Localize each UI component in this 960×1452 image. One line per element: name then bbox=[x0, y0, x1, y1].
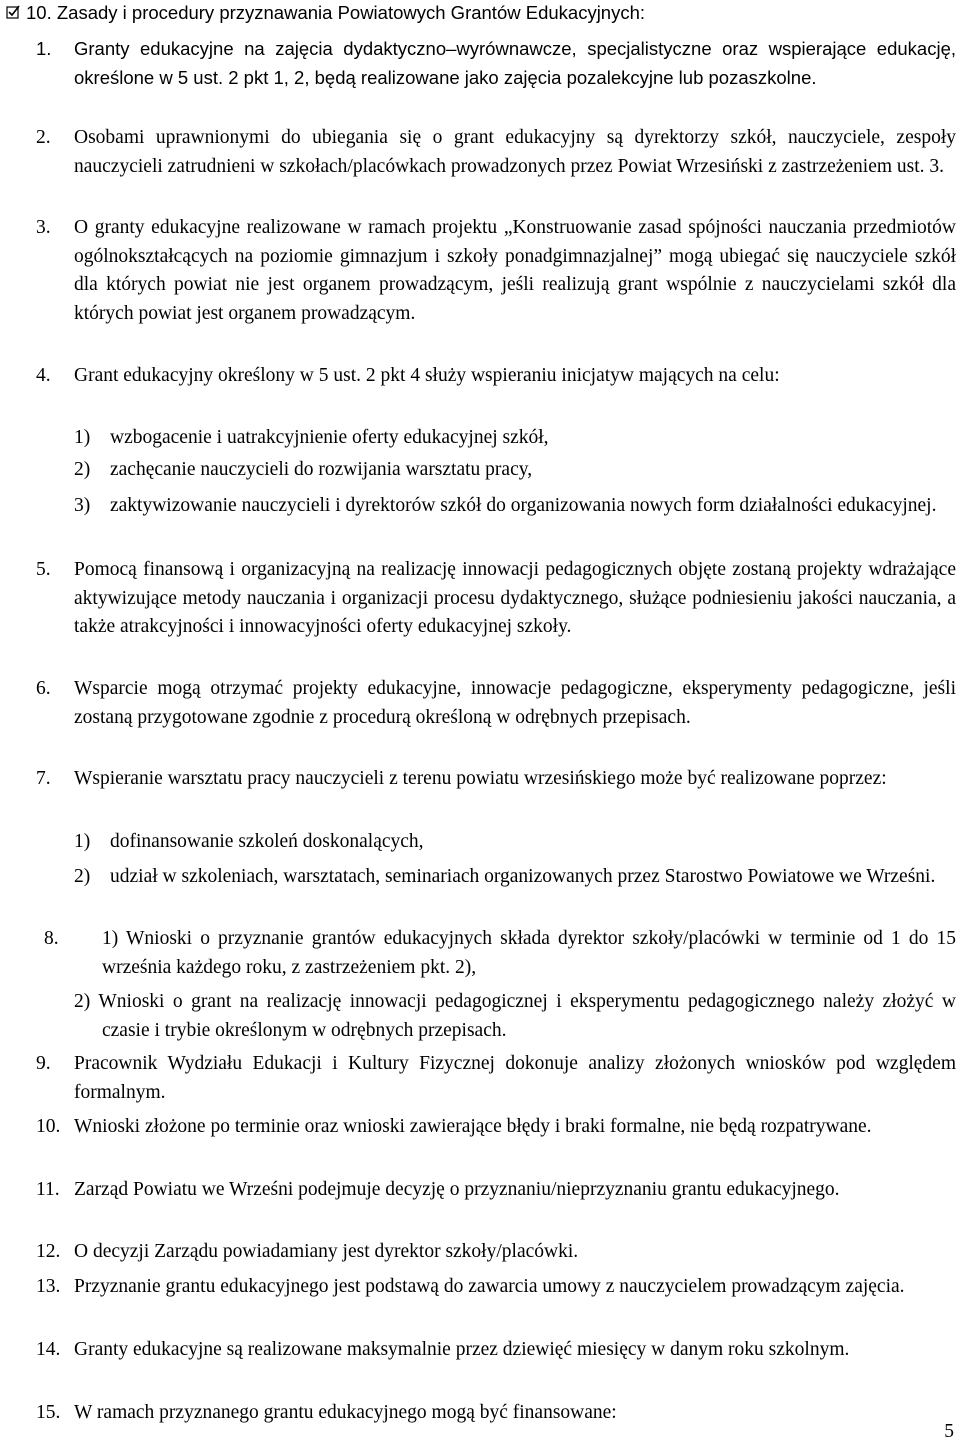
item-number: 7. bbox=[36, 768, 51, 789]
item-number: 13. bbox=[36, 1276, 61, 1297]
item-number: 2. bbox=[36, 127, 51, 148]
sub-item-number: 1) bbox=[74, 427, 91, 448]
item-text: Grant edukacyjny określony w 5 ust. 2 pkt 4 służy wspieraniu inicjatyw mających na celu: bbox=[74, 365, 780, 386]
sub-item-text: udział w szkoleniach, warsztatach, seminariach organizowanych przez Starostwo Powiatowe we Wrześni. bbox=[110, 866, 936, 887]
sub-item-text: zachęcanie nauczycieli do rozwijania warsztatu pracy, bbox=[110, 459, 533, 480]
item-text: Granty edukacyjne na zajęcia dydaktyczno–wyrównawcze, specjalistyczne oraz wspierające edukację, określone w 5 ust. 2 pkt 1, 2, będą realizowane jako zajęcia pozalekcyjne lub pozaszkolne. bbox=[74, 38, 956, 88]
checkbox-bullet-icon bbox=[6, 0, 20, 26]
sub-item-text: dofinansowanie szkoleń doskonalących, bbox=[110, 831, 424, 852]
list-item bbox=[36, 34, 956, 122]
item-text: Wsparcie mogą otrzymać projekty edukacyjne, innowacje pedagogiczne, eksperymenty pedagogiczne, jeśli zostaną przygotowane zgodnie z procedurą określoną w odrębnych przepisach. bbox=[74, 678, 956, 728]
sub-item-text: wzbogacenie i uatrakcyjnienie oferty edukacyjnej szkół, bbox=[110, 427, 549, 448]
item-text: O granty edukacyjne realizowane w ramach projektu „Konstruowanie zasad spójności nauczania przedmiotów ogólnokształcących na poziomie gimnazjum i szkoły ponadgimnazjalnej” mogą ubiegać się nauczyciele szkół dla których powiat nie jest organem prowadzącym, jeśli realizują grant wspólnie z nauczycielami szkół dla których powiat jest organem prowadzącym. bbox=[74, 217, 956, 324]
item-text: Zarząd Powiatu we Wrześni podejmuje decyzję o przyznaniu/nieprzyznaniu grantu edukacyjnego. bbox=[74, 1179, 840, 1200]
item-text: Pracownik Wydziału Edukacji i Kultury Fizycznej dokonuje analizy złożonych wniosków pod względem formalnym. bbox=[74, 1053, 956, 1103]
item-text: Pomocą finansową i organizacyjną na realizację innowacji pedagogicznych objęte zostaną projekty wdrażające aktywizujące metody nauczania i organizacji procesu dydaktycznego, służące podniesieniu jakości nauczania, a także atrakcyjności i innowacyjności oferty edukacyjnej szkoły. bbox=[74, 559, 956, 637]
item-text: Przyznanie grantu edukacyjnego jest podstawą do zawarcia umowy z nauczycielem prowadzącym zajęcia. bbox=[74, 1276, 905, 1297]
sub-item-number: 2) bbox=[74, 866, 91, 887]
item-number: 3. bbox=[36, 217, 51, 238]
item-text: Granty edukacyjne są realizowane maksymalnie przez dziewięć miesięcy w danym roku szkolnym. bbox=[74, 1339, 850, 1360]
item-text: W ramach przyznanego grantu edukacyjnego mogą być finansowane: bbox=[74, 1402, 617, 1423]
item-text: Osobami uprawnionymi do ubiegania się o grant edukacyjny są dyrektorzy szkół, nauczyciele, zespoły nauczycieli zatrudnieni w szkołach/placówkach prowadzonych przez Powiat Wrzesiński z zastrzeżeniem ust. 3. bbox=[74, 127, 956, 177]
item-text: O decyzji Zarządu powiadamiany jest dyrektor szkoły/placówki. bbox=[74, 1241, 579, 1262]
sub-item-text: zaktywizowanie nauczycieli i dyrektorów szkół do organizowania nowych form działalności edukacyjnej. bbox=[110, 495, 937, 516]
sub-item-text: 2) Wnioski o grant na realizację innowacji pedagogicznej i eksperymentu pedagogicznego należy złożyć w czasie i trybie określonym w odrębnych przepisach. bbox=[74, 991, 956, 1041]
item-number: 5. bbox=[36, 559, 51, 580]
item-number: 9. bbox=[36, 1053, 51, 1074]
item-number: 14. bbox=[36, 1339, 61, 1360]
item-number: 6. bbox=[36, 678, 51, 699]
item-text: Wspieranie warsztatu pracy nauczycieli z terenu powiatu wrzesińskiego może być realizowane poprzez: bbox=[74, 768, 887, 789]
item-number: 12. bbox=[36, 1241, 61, 1262]
item-number: 8. bbox=[44, 928, 59, 949]
section-heading bbox=[0, 0, 960, 32]
sub-item-number: 3) bbox=[74, 495, 91, 516]
list-item bbox=[36, 214, 956, 358]
page-number: 5 bbox=[944, 1421, 954, 1442]
item-text: 1) Wnioski o przyznanie grantów edukacyjnych składa dyrektor szkoły/placówki w terminie od 1 do 15 września każdego roku, z zastrzeżeniem pkt. 2), bbox=[102, 928, 956, 978]
sub-item-number: 1) bbox=[74, 831, 91, 852]
item-number: 10. bbox=[36, 1116, 61, 1137]
item-number: 4. bbox=[36, 365, 51, 386]
item-number: 15. bbox=[36, 1402, 61, 1423]
section-heading-text: 10. Zasady i procedury przyznawania Powiatowych Grantów Edukacyjnych: bbox=[26, 2, 646, 23]
item-text: Wnioski złożone po terminie oraz wnioski zawierające błędy i braki formalne, nie będą rozpatrywane. bbox=[74, 1116, 872, 1137]
item-number: 1. bbox=[36, 38, 52, 59]
item-number: 11. bbox=[36, 1179, 60, 1200]
list-item bbox=[36, 124, 956, 210]
list-item bbox=[36, 362, 956, 420]
sub-item-number: 2) bbox=[74, 459, 91, 480]
